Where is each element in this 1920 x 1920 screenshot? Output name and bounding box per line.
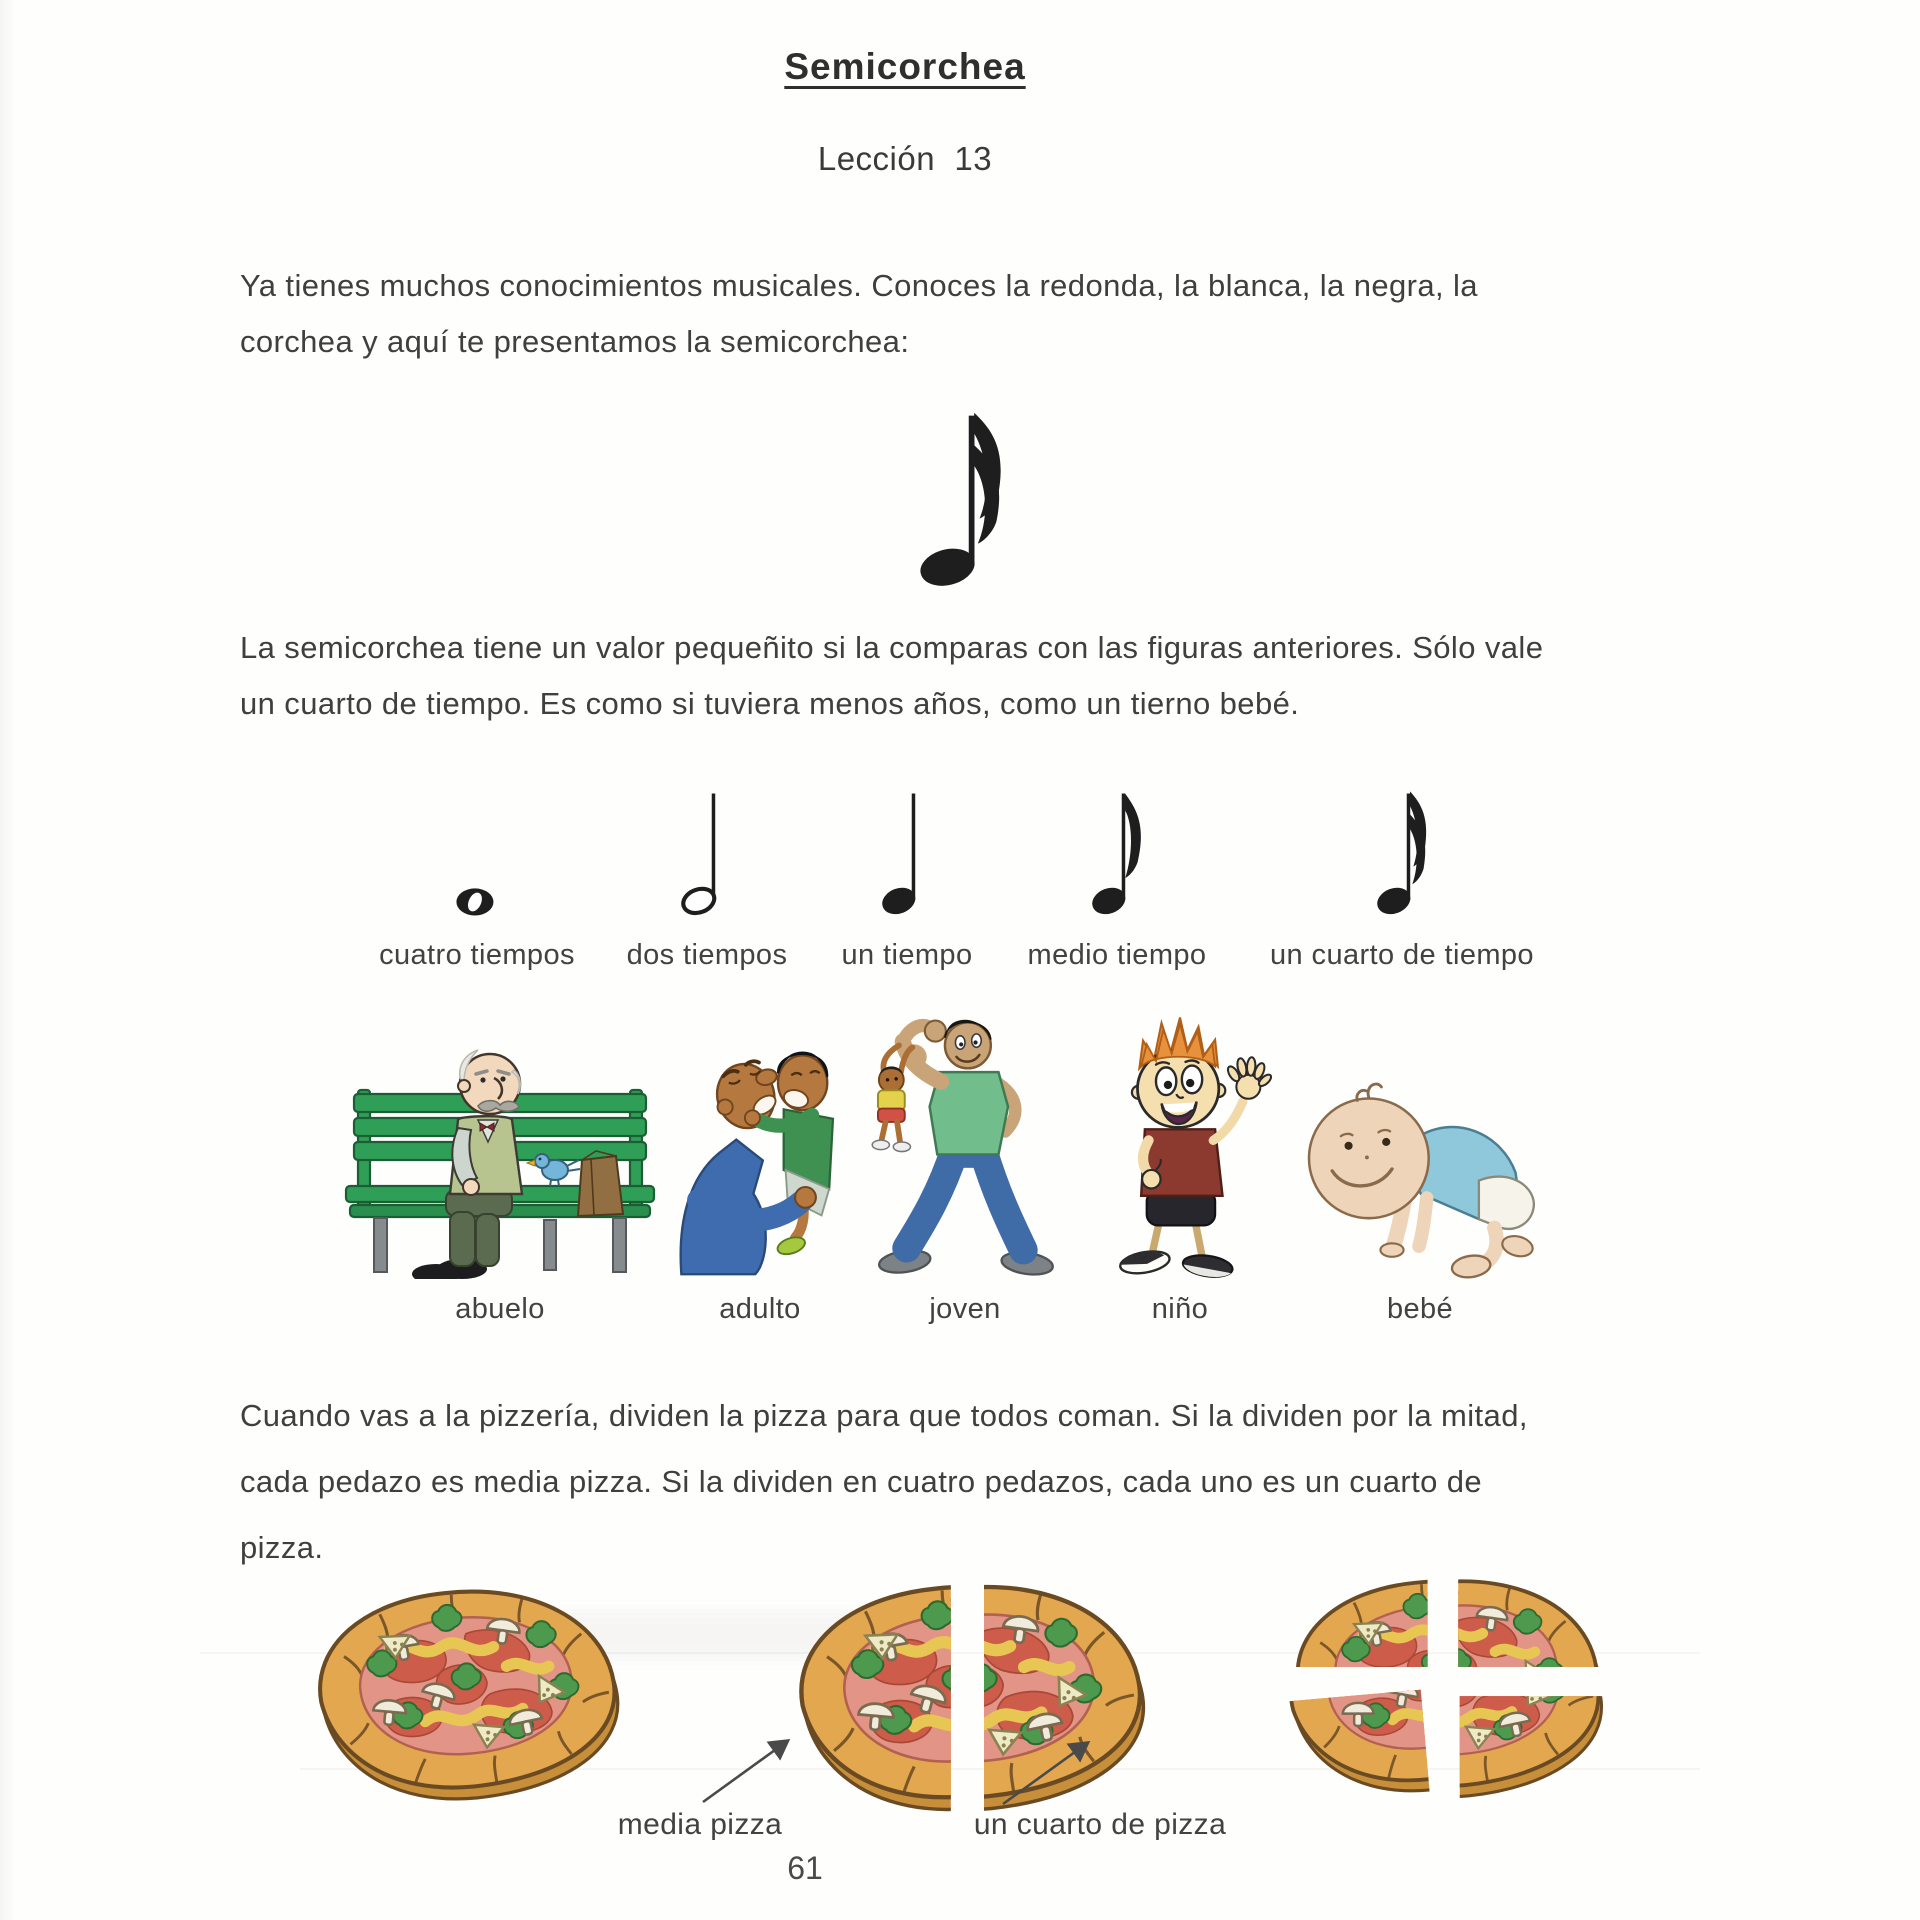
ages-row	[330, 996, 1600, 1326]
note-duration-label: un cuarto de tiempo	[1270, 939, 1534, 971]
value-paragraph	[240, 630, 1543, 742]
note-duration-label: cuatro tiempos	[379, 939, 575, 971]
value-line-1: La semicorchea tiene un valor pequeñito si la comparas con las figuras anteriores. Sólo vale	[240, 630, 1544, 665]
note-duration-label: un tiempo	[841, 939, 973, 971]
pizza-line-1: Cuando vas a la pizzería, dividen la pizza para que todos coman. Si la dividen por la mitad,	[240, 1398, 1528, 1433]
age-label: adulto	[719, 1293, 801, 1325]
whole-note-figure	[352, 781, 602, 972]
half-pizza-illustration	[785, 1566, 1155, 1831]
intro-line-1: Ya tienes muchos conocimientos musicales. Conoces la redonda, la blanca, la negra, la	[240, 268, 1478, 303]
age-label: joven	[929, 1293, 1001, 1325]
cuarto-pizza-label: un cuarto de pizza	[973, 1808, 1227, 1841]
half-note-icon	[671, 781, 743, 927]
pizza-line-3: pizza.	[240, 1530, 324, 1565]
whole-note-icon	[441, 781, 513, 927]
eighth-note-icon	[1081, 781, 1153, 927]
note-duration-label: medio tiempo	[1027, 939, 1207, 971]
note-values-row	[352, 776, 1582, 972]
scan-edge-shadow	[0, 0, 16, 1920]
intro-paragraph	[240, 268, 1478, 380]
adult-hugging-child-icon	[670, 1023, 850, 1279]
media-pizza-arrow	[703, 1742, 786, 1802]
age-label: bebé	[1386, 1293, 1454, 1325]
young-man-flexing-illustration	[850, 1005, 1080, 1326]
page-title: Semicorchea	[784, 46, 1026, 87]
young-man-flexing-icon	[855, 1005, 1075, 1279]
quartered-pizza-illustration	[1285, 1572, 1610, 1805]
baby-crawling-illustration	[1280, 1057, 1560, 1326]
baby-crawling-icon	[1289, 1057, 1551, 1279]
sixteenth-note-icon	[1366, 781, 1438, 927]
quarter-note-figure	[812, 781, 1002, 972]
grandfather-on-bench-icon	[330, 1027, 670, 1279]
adult-hugging-child-illustration	[670, 1023, 850, 1326]
quarter-note-icon	[871, 781, 943, 927]
boy-waving-illustration	[1080, 1011, 1280, 1326]
value-line-2: un cuarto de tiempo. Es como si tuviera menos años, como un tierno bebé.	[240, 686, 1300, 721]
grandfather-on-bench-illustration	[330, 1027, 670, 1326]
intro-line-2: corchea y aquí te presentamos la semicorchea:	[240, 324, 910, 359]
note-duration-label: dos tiempos	[626, 939, 788, 971]
age-label: niño	[1151, 1293, 1209, 1325]
age-label: abuelo	[455, 1293, 545, 1325]
sixteenth-note-illustration	[902, 398, 1020, 604]
media-pizza-label: media pizza	[617, 1808, 783, 1841]
lesson-number: Lección 13	[817, 140, 993, 177]
eighth-note-figure	[1002, 781, 1232, 972]
page-number: 61	[787, 1850, 823, 1886]
whole-pizza-illustration	[295, 1572, 640, 1819]
half-note-figure	[602, 781, 812, 972]
sixteenth-note-figure	[1232, 781, 1572, 972]
boy-waving-icon	[1080, 1011, 1280, 1279]
pizza-line-2: cada pedazo es media pizza. Si la dividen en cuatro pedazos, cada uno es un cuarto de	[240, 1464, 1483, 1499]
